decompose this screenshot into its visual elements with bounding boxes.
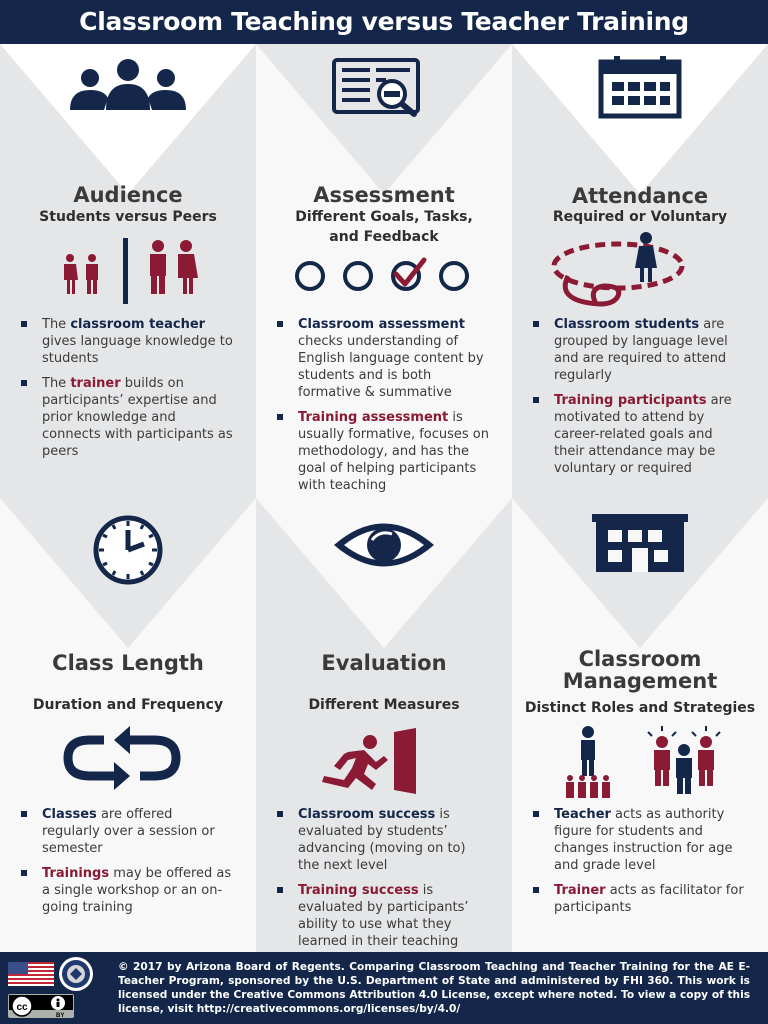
list-item [532,806,746,874]
list-item [276,409,490,494]
list-item [532,392,746,477]
creative-commons-by-icon [8,994,74,1018]
page-footer [0,952,768,1024]
list-item [276,316,490,401]
list-item [532,316,746,384]
panel-evaluation [256,498,512,952]
bullet-text: are motivated to attend by career-related goals and their attendance may be voluntary or required [554,393,732,476]
bullet-list [20,806,234,924]
panel-subtitle: Different Goals, Tasks, [295,209,473,225]
bullet-list [276,316,490,498]
repeat-arrows-icon [60,726,184,790]
bullet-keyword: Classroom students [554,317,700,332]
bullet-keyword: classroom teacher [70,317,206,332]
list-item [276,882,490,950]
state-department-seal-icon [58,956,94,992]
panel-subtitle: Different Measures [308,697,460,713]
eye-icon [330,520,438,570]
bullet-keyword: trainer [70,376,121,391]
panel-title: Audience [73,183,183,207]
bullet-text: acts as facilitator for participants [554,883,744,915]
bullet-list [532,806,746,924]
bullet-list [532,316,746,485]
calendar-icon [598,54,682,120]
students-vs-peers-illustration [56,234,202,306]
bullet-keyword: Teacher [554,807,611,822]
svg-text:cc: cc [16,1002,28,1013]
bullet-keyword: Training assessment [298,410,449,425]
bullet-text: acts as authority figure for students and changes instruction for age and grade level [554,807,733,873]
panel-title: Assessment [313,183,455,207]
bullet-text: gives language knowledge to students [42,334,233,366]
clock-icon [82,514,174,586]
panel-subtitle: Duration and Frequency [32,697,224,713]
panel-audience [0,44,256,498]
panel-assessment [256,44,512,498]
panel-subtitle: Distinct Roles and Strategies [524,700,756,716]
bullet-text: builds on participants’ expertise and prior knowledge and connects with participants as peers [42,376,233,459]
bullet-keyword: Training participants [554,393,707,408]
teacher-trainer-roles-icon [562,724,732,800]
panel-title: Class Length [52,651,204,675]
list-item [276,806,490,874]
bullet-keyword: Classes [42,807,97,822]
bullet-text: checks understanding of English language content by students and is both formative & summative [298,334,484,400]
list-item [20,806,234,857]
newspaper-magnifier-icon [332,58,428,118]
bullet-keyword: Classroom assessment [298,317,465,332]
bullet-text: is evaluated by participants’ ability to use what they learned in their teaching [298,883,469,949]
page-title: Classroom Teaching versus Teacher Training [79,7,689,36]
bullet-text: The [42,376,71,391]
bullet-text: may be offered as a single workshop or an on-going training [42,866,232,915]
panel-title: Classroom [578,647,702,671]
panel-attendance [512,44,768,498]
panel-title: Attendance [571,184,709,208]
cc-badge-label: BY [56,1013,65,1018]
bullet-text: The [42,317,71,332]
panel-title: Management [562,669,718,693]
panel-subtitle: and Feedback [329,229,439,245]
list-item [532,882,746,916]
panel-subtitle: Students versus Peers [39,209,217,225]
running-exit-icon [318,728,422,798]
list-item [20,375,234,460]
us-flag-icon [8,962,54,986]
bullet-list [276,806,490,952]
building-icon [592,514,688,572]
bullet-text: are offered regularly over a session or semester [42,807,215,856]
people-group-icon [64,58,192,114]
panel-subtitle: Required or Voluntary [552,209,728,225]
copyright-notice: © 2017 by Arizona Board of Regents. Comparing Classroom Teaching and Teacher Training for the AE E-Teacher Program, sponsored by the U.S. Department of State and administered by FHI 360. This work is licensed under the Creative Commons Attribution 4.0 License, except where noted. To view a copy of this license, visit http://creativecommons.org/licenses/by/4.0/ [118,961,750,1015]
bullet-list [20,316,234,468]
bullet-keyword: Trainer [554,883,606,898]
panel-title: Evaluation [321,651,447,675]
bullet-keyword: Classroom success [298,807,436,822]
panel-class-length [0,498,256,952]
panel-management [512,498,768,952]
bullet-text: is usually formative, focuses on methodology, and has the goal of helping participants with teaching [298,410,489,493]
list-item [20,316,234,367]
bullet-text: are grouped by language level and are required to attend regularly [554,317,728,383]
bullet-keyword: Training success [298,883,419,898]
checkbox-circles-icon [292,256,476,292]
page-header [0,0,768,44]
bullet-keyword: Trainings [42,866,110,881]
list-item [20,865,234,916]
bullet-text: is evaluated by students’ advancing (moving on to) the next level [298,807,466,873]
lasso-person-icon [548,230,688,314]
